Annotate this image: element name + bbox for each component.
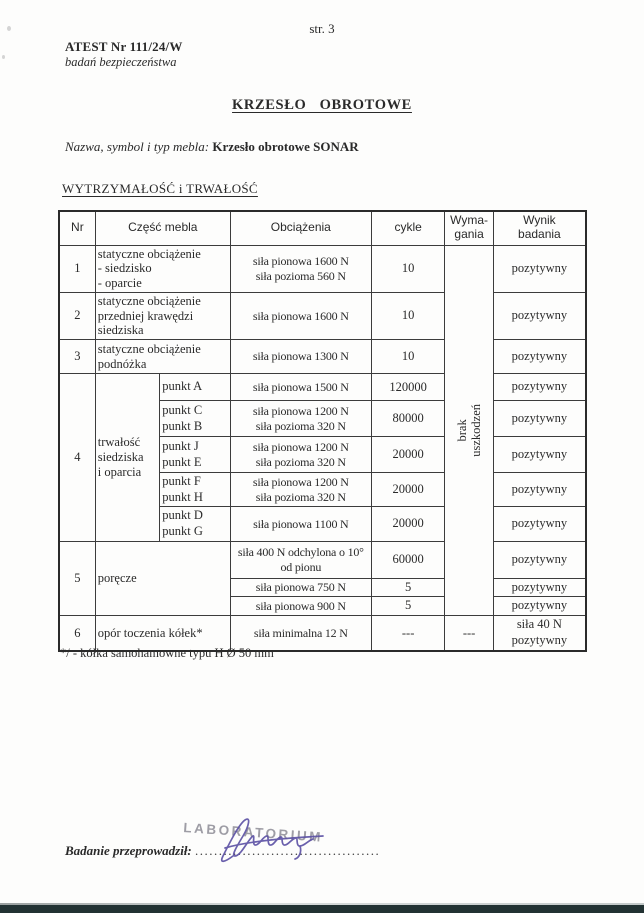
strength-durability-table <box>58 210 587 652</box>
cell-loads: siła pionowa 1200 N siła pozioma 320 N <box>230 401 371 437</box>
cell-cycles: 5 <box>371 578 445 597</box>
product-value: Krzesło obrotowe SONAR <box>212 139 359 154</box>
col-header-requirements-line2: gania <box>454 227 484 242</box>
cell-test-points: punkt A <box>160 374 231 401</box>
table-row <box>59 340 586 374</box>
cell-result: pozytywny <box>493 374 586 401</box>
cell-result: siła 40 N pozytywny <box>493 615 586 651</box>
cell-result: pozytywny <box>493 245 586 292</box>
product-line <box>65 139 359 155</box>
cell-loads: siła pionowa 900 N <box>230 597 371 616</box>
cell-cycles: 10 <box>371 340 445 374</box>
cell-cycles: 20000 <box>371 437 445 473</box>
laboratory-stamp: LABORATORIUM <box>182 820 324 845</box>
document-title: KRZESŁO OBROTOWE <box>232 97 412 113</box>
cell-nr: 6 <box>59 615 95 651</box>
cell-test-points: punkt C punkt B <box>160 401 231 437</box>
cell-test-points: punkt J punkt E <box>160 437 231 473</box>
col-header-result <box>493 211 586 245</box>
cell-cycles: 120000 <box>371 374 445 401</box>
signature-label: Badanie przeprowadził: <box>65 843 192 858</box>
cell-part: opór toczenia kółek* <box>95 615 230 651</box>
cell-nr: 3 <box>59 340 95 374</box>
col-header-part: Część mebla <box>95 211 230 245</box>
cell-loads: siła pionowa 1600 N siła pozioma 560 N <box>230 245 371 292</box>
rotated-requirement-text: brak uszkodzeń <box>454 403 484 457</box>
page-number: str. 3 <box>309 21 335 36</box>
atest-number: ATEST Nr 111/24/W <box>65 39 183 54</box>
cell-loads: siła pionowa 750 N <box>230 578 371 597</box>
footnote: */ - kółka samohamowne typu H Ø 50 mm <box>60 646 274 660</box>
cell-requirements: --- <box>445 615 493 651</box>
cell-result: pozytywny <box>493 401 586 437</box>
cell-loads: siła pionowa 1500 N <box>230 374 371 401</box>
cell-result: pozytywny <box>493 541 586 578</box>
signature-dotted-line: ....................................... <box>195 843 381 858</box>
col-header-requirements-line1: Wyma- <box>450 213 489 228</box>
cell-loads: siła 400 N odchylona o 10° od pionu <box>230 541 371 578</box>
cell-result: pozytywny <box>493 578 586 597</box>
scan-edge-bar <box>0 905 644 913</box>
cell-nr: 1 <box>59 245 95 292</box>
cell-part: statyczne obciążenie - siedzisko - oparcie <box>95 245 230 292</box>
cell-cycles: 20000 <box>371 473 445 507</box>
col-header-nr: Nr <box>59 211 95 245</box>
handwritten-signature <box>205 812 355 867</box>
cell-test-points: punkt F punkt H <box>160 473 231 507</box>
cell-loads: siła pionowa 1100 N <box>230 507 371 541</box>
atest-subtitle: badań bezpieczeństwa <box>65 55 177 70</box>
cell-result: pozytywny <box>493 437 586 473</box>
cell-nr: 5 <box>59 541 95 615</box>
cell-result: pozytywny <box>493 473 586 507</box>
section-title: WYTRZYMAŁOŚĆ i TRWAŁOŚĆ <box>62 181 258 196</box>
table-row <box>59 374 586 401</box>
cell-cycles: 10 <box>371 245 445 292</box>
cell-loads: siła pionowa 1200 N siła pozioma 320 N <box>230 437 371 473</box>
cell-result: pozytywny <box>493 340 586 374</box>
table-header-row <box>59 211 586 245</box>
cell-cycles: 20000 <box>371 507 445 541</box>
cell-loads: siła pionowa 1200 N siła pozioma 320 N <box>230 473 371 507</box>
cell-result: pozytywny <box>493 292 586 339</box>
col-header-loads: Obciążenia <box>230 211 371 245</box>
cell-cycles: 60000 <box>371 541 445 578</box>
cell-nr: 2 <box>59 292 95 339</box>
cell-cycles: 10 <box>371 292 445 339</box>
cell-test-points: punkt D punkt G <box>160 507 231 541</box>
cell-part: statyczne obciążenie podnóżka <box>95 340 230 374</box>
cell-nr: 4 <box>59 374 95 542</box>
cell-cycles: 5 <box>371 597 445 616</box>
cell-part: poręcze <box>95 541 230 615</box>
table-row <box>59 292 586 339</box>
scan-speck <box>2 55 5 59</box>
product-label: Nazwa, symbol i typ mebla: <box>65 139 210 154</box>
atest-header <box>65 39 183 71</box>
cell-cycles: --- <box>371 615 445 651</box>
col-header-result-line1: Wynik <box>523 213 556 228</box>
cell-result: pozytywny <box>493 597 586 616</box>
cell-cycles: 80000 <box>371 401 445 437</box>
cell-loads: siła minimalna 12 N <box>230 615 371 651</box>
table-row <box>59 245 586 292</box>
signature-tail-stroke <box>295 846 301 859</box>
col-header-result-line2: badania <box>518 227 561 242</box>
col-header-cycles: cykle <box>371 211 445 245</box>
cell-loads: siła pionowa 1300 N <box>230 340 371 374</box>
cell-result: pozytywny <box>493 507 586 541</box>
cell-requirements-merged <box>445 245 493 615</box>
cell-loads: siła pionowa 1600 N <box>230 292 371 339</box>
cell-part: trwałość siedziska i oparcia <box>95 374 159 542</box>
col-header-requirements <box>445 211 493 245</box>
cell-part: statyczne obciążenie przedniej krawędzi siedziska <box>95 292 230 339</box>
table-row <box>59 541 586 578</box>
